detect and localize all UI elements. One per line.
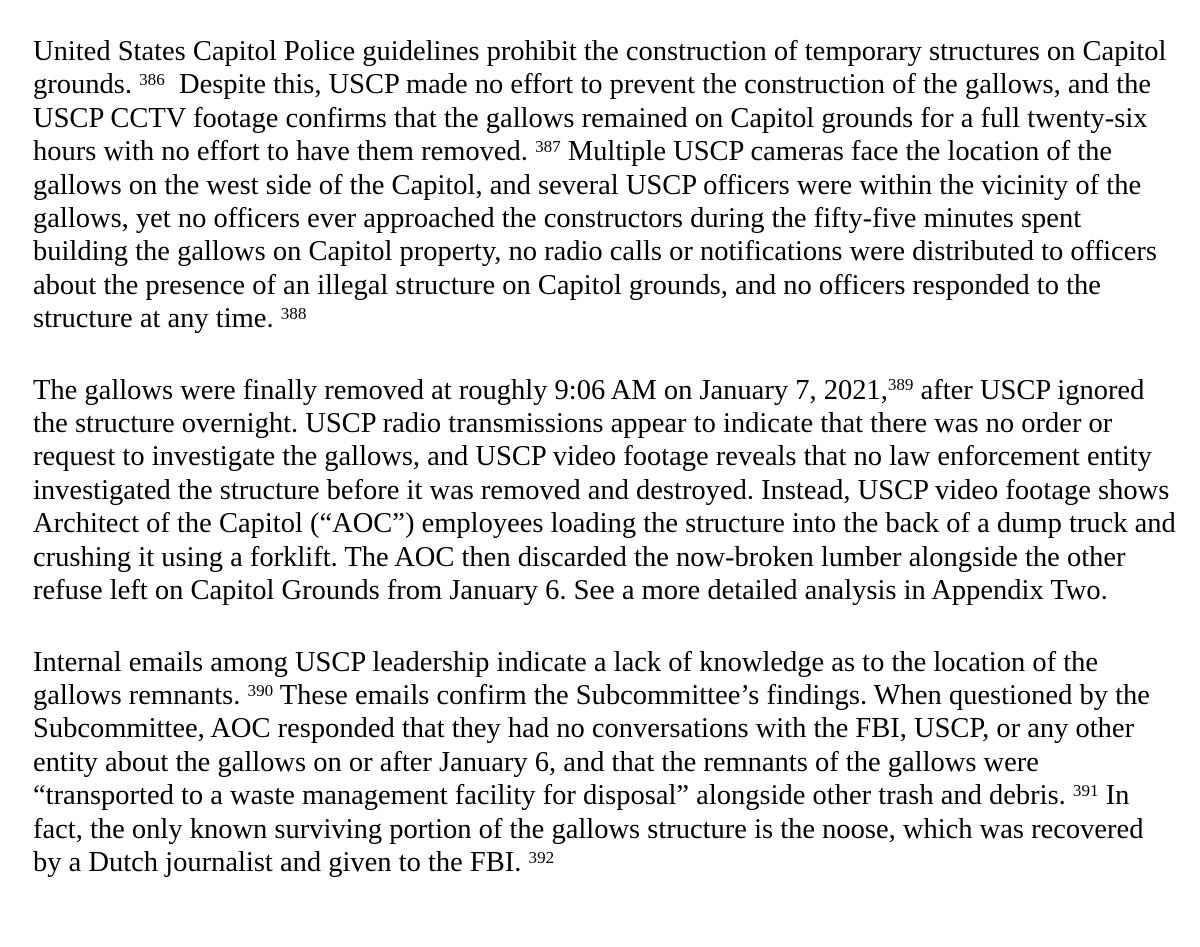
footnote-reference: 391 (1072, 780, 1099, 800)
body-text: In fact, the only known surviving portion of the gallows structure is the noose, which was recovered by a Dutch journalist and given to the FBI. (33, 780, 1151, 878)
body-text: These emails confirm the Subcommittee’s findings. When questioned by the Subcommittee, AOC responded that they had no conversations with the FBI, USCP, or any other entity about the gallows on or after January 6, and that the remnants of the gallows were “transported to a waste management facility for disposal” alongside other trash and debris. (33, 679, 1158, 812)
document-body (33, 35, 1183, 879)
footnote-reference: 387 (535, 137, 561, 157)
body-text: United States Capitol Police guidelines prohibit the construction of temporary structures on Capitol grounds. (33, 36, 1174, 101)
body-text: Internal emails among USCP leadership indicate a lack of knowledge as to the location of the gallows remnants. (33, 646, 1106, 711)
body-text: Multiple USCP cameras face the location of the gallows on the west side of the Capitol, and several USCP officers were within the vicinity of the gallows, yet no officers ever approached the constructors during the fifty-five minutes spent building the gallows on Capitol property, no radio calls or notifications were distributed to officers about the presence of an illegal structure on Capitol grounds, and no officers responded to the structure at any time. (33, 136, 1165, 335)
paragraph (33, 374, 1183, 608)
paragraph (33, 35, 1176, 336)
body-text: The gallows were finally removed at roughly 9:06 AM on January 7, 2021, (33, 374, 888, 406)
paragraph (33, 646, 1176, 880)
footnote-reference: 392 (528, 847, 555, 867)
footnote-reference: 388 (280, 304, 307, 324)
footnote-reference: 390 (247, 680, 274, 700)
body-text: after USCP ignored the structure overnight. USCP radio transmissions appear to indicate that there was no order or request to investigate the gallows, and USCP video footage reveals that no law enforcement entity investigated the structure before it was removed and destroyed. Instead, USCP video footage shows Architect of the Capitol (“AOC”) employees loading the structure into the back of a dump truck and crushing it using a forklift. The AOC then discarded the now-broken lumber alongside the other refuse left on Capitol Grounds from January 6. See a more detailed analysis in Appendix Two. (33, 374, 1183, 607)
body-text: Despite this, USCP made no effort to prevent the construction of the gallows, and the USCP CCTV footage confirms that the gallows remained on Capitol grounds for a full twenty-six hours with no effort to have them removed. (33, 69, 1159, 168)
footnote-reference: 386 (139, 70, 165, 90)
footnote-reference: 389 (887, 375, 914, 395)
